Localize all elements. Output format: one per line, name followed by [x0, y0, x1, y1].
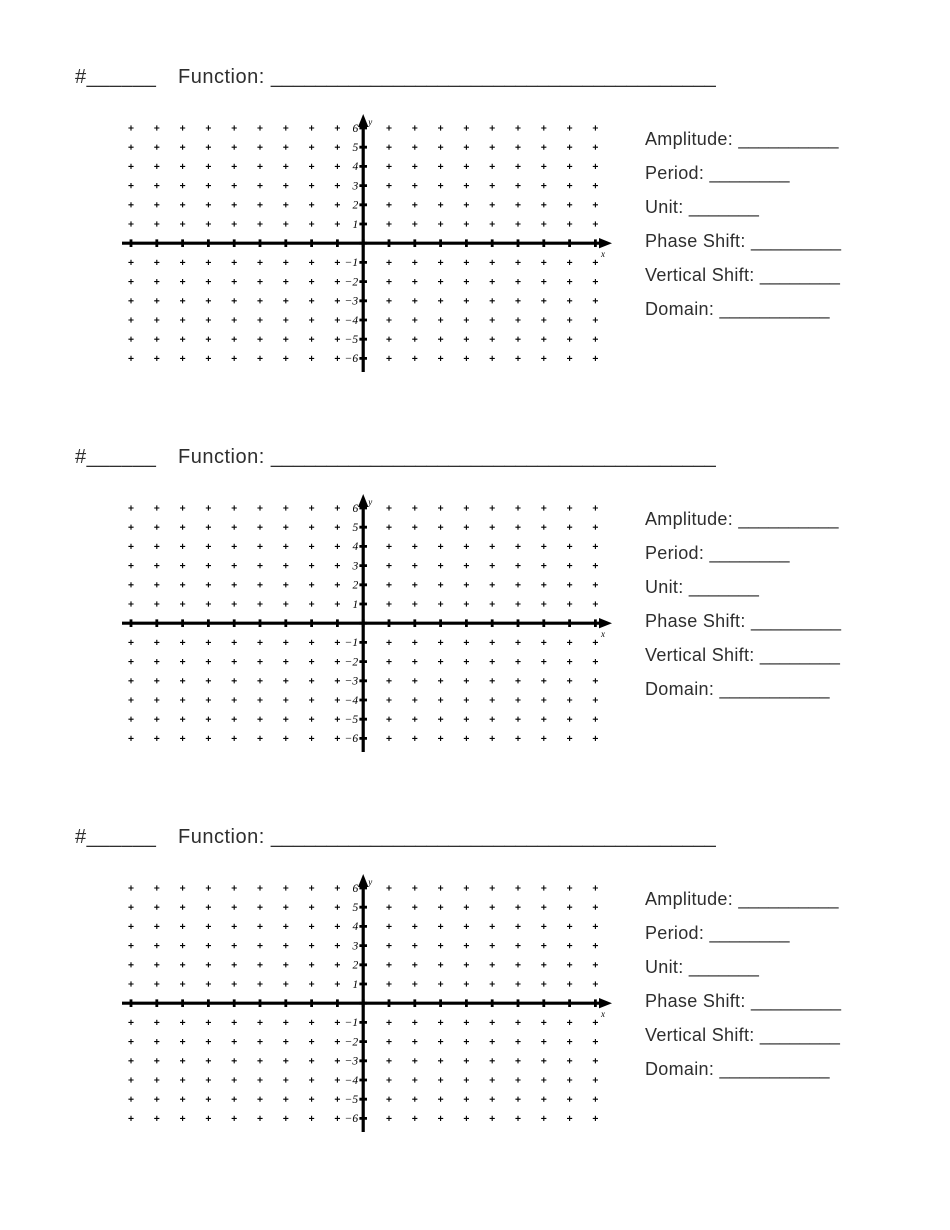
unit-label: Unit: [645, 197, 689, 217]
phase-shift-blank: _________ [750, 991, 842, 1011]
x-axis-letter: x [601, 629, 605, 640]
vertical-shift-label: Vertical Shift: [645, 265, 760, 285]
field-phase-shift [645, 611, 841, 632]
field-period [645, 163, 841, 184]
phase-shift-label: Phase Shift: [645, 611, 751, 631]
y-tick-label: −3 [344, 295, 359, 308]
y-tick-label: 3 [352, 940, 359, 953]
field-phase-shift [645, 231, 841, 252]
y-axis-letter: y [368, 877, 373, 887]
y-tick-label: 2 [352, 199, 359, 212]
unit-blank: _______ [688, 197, 759, 217]
domain-label: Domain: [645, 679, 720, 699]
vertical-shift-label: Vertical Shift: [645, 645, 760, 665]
function-label: Function: [178, 66, 265, 88]
coordinate-grid [115, 112, 615, 380]
y-tick-label: 1 [352, 598, 359, 611]
y-tick-label: 6 [352, 502, 359, 515]
field-domain [645, 299, 841, 320]
y-tick-label: −4 [344, 314, 359, 327]
y-tick-label: 1 [352, 218, 359, 231]
y-tick-label: −5 [344, 714, 359, 726]
domain-label: Domain: [645, 299, 720, 319]
function-header [178, 826, 716, 849]
function-header [178, 446, 716, 469]
field-domain [645, 1059, 841, 1080]
worksheet-section-3 [0, 760, 950, 1140]
y-tick-label: −1 [344, 1017, 359, 1030]
amplitude-blank: __________ [738, 129, 839, 149]
field-unit [645, 957, 841, 978]
unit-label: Unit: [645, 957, 689, 977]
phase-shift-label: Phase Shift: [645, 231, 751, 251]
answer-fields [645, 889, 841, 1093]
function-label: Function: [178, 826, 265, 848]
y-tick-label: 3 [352, 560, 359, 573]
problem-number-blank: #______ [75, 446, 157, 468]
vertical-shift-blank: ________ [759, 265, 840, 285]
field-vertical-shift [645, 1025, 841, 1046]
period-blank: ________ [709, 923, 790, 943]
amplitude-label: Amplitude: [645, 889, 739, 909]
y-tick-label: 2 [352, 579, 359, 592]
y-tick-label: −1 [344, 257, 359, 270]
field-phase-shift [645, 991, 841, 1012]
x-axis-letter: x [601, 249, 605, 260]
field-vertical-shift [645, 645, 841, 666]
problem-number-blank: #______ [75, 826, 157, 848]
field-amplitude [645, 509, 841, 530]
vertical-shift-blank: ________ [759, 1025, 840, 1045]
amplitude-label: Amplitude: [645, 509, 739, 529]
domain-blank: ___________ [719, 1059, 830, 1079]
x-axis-arrow [599, 618, 612, 628]
function-label: Function: [178, 446, 265, 468]
domain-blank: ___________ [719, 679, 830, 699]
y-tick-label: −3 [344, 1055, 359, 1068]
function-blank: ________________________________________ [270, 446, 716, 468]
y-axis-letter: y [368, 497, 373, 507]
coordinate-grid [115, 872, 615, 1140]
period-label: Period: [645, 163, 710, 183]
period-label: Period: [645, 543, 710, 563]
answer-fields [645, 129, 841, 333]
field-period [645, 543, 841, 564]
y-tick-label: 5 [352, 902, 359, 914]
y-tick-label: −5 [344, 1094, 359, 1106]
answer-fields [645, 509, 841, 713]
y-axis-letter: y [368, 117, 373, 127]
unit-blank: _______ [688, 577, 759, 597]
y-tick-label: −3 [344, 675, 359, 688]
x-axis-letter: x [601, 1009, 605, 1020]
domain-label: Domain: [645, 1059, 720, 1079]
y-tick-label: 6 [352, 882, 359, 895]
y-tick-label: −4 [344, 694, 359, 707]
y-tick-label: 5 [352, 142, 359, 154]
y-tick-label: 3 [352, 180, 359, 193]
field-amplitude [645, 129, 841, 150]
unit-blank: _______ [688, 957, 759, 977]
y-tick-label: −2 [344, 1036, 359, 1049]
function-blank: ________________________________________ [270, 66, 716, 88]
domain-blank: ___________ [719, 299, 830, 319]
y-axis-arrow [358, 494, 368, 507]
worksheet-section-1 [0, 0, 950, 380]
worksheet-section-2 [0, 380, 950, 760]
y-tick-label: −5 [344, 334, 359, 346]
x-axis-arrow [599, 238, 612, 248]
vertical-shift-blank: ________ [759, 645, 840, 665]
coordinate-grid [115, 492, 615, 760]
period-blank: ________ [709, 163, 790, 183]
amplitude-label: Amplitude: [645, 129, 739, 149]
y-tick-label: 6 [352, 122, 359, 135]
phase-shift-blank: _________ [750, 611, 842, 631]
y-tick-label: 5 [352, 522, 359, 534]
field-unit [645, 197, 841, 218]
period-label: Period: [645, 923, 710, 943]
phase-shift-label: Phase Shift: [645, 991, 751, 1011]
y-tick-label: −2 [344, 656, 359, 669]
unit-label: Unit: [645, 577, 689, 597]
amplitude-blank: __________ [738, 509, 839, 529]
y-tick-label: −1 [344, 637, 359, 650]
field-unit [645, 577, 841, 598]
y-tick-label: 4 [352, 161, 359, 174]
field-vertical-shift [645, 265, 841, 286]
x-axis-arrow [599, 998, 612, 1008]
y-tick-label: −4 [344, 1074, 359, 1087]
y-tick-label: −6 [344, 733, 359, 746]
y-tick-label: 1 [352, 978, 359, 991]
y-tick-label: 2 [352, 959, 359, 972]
field-domain [645, 679, 841, 700]
vertical-shift-label: Vertical Shift: [645, 1025, 760, 1045]
y-axis-arrow [358, 114, 368, 127]
y-tick-label: 4 [352, 921, 359, 934]
problem-number-blank: #______ [75, 66, 157, 88]
field-amplitude [645, 889, 841, 910]
y-tick-label: −2 [344, 276, 359, 289]
field-period [645, 923, 841, 944]
y-tick-label: −6 [344, 1113, 359, 1126]
function-blank: ________________________________________ [270, 826, 716, 848]
y-tick-label: 4 [352, 541, 359, 554]
amplitude-blank: __________ [738, 889, 839, 909]
function-header [178, 66, 716, 89]
phase-shift-blank: _________ [750, 231, 842, 251]
y-axis-arrow [358, 874, 368, 887]
y-tick-label: −6 [344, 353, 359, 366]
period-blank: ________ [709, 543, 790, 563]
